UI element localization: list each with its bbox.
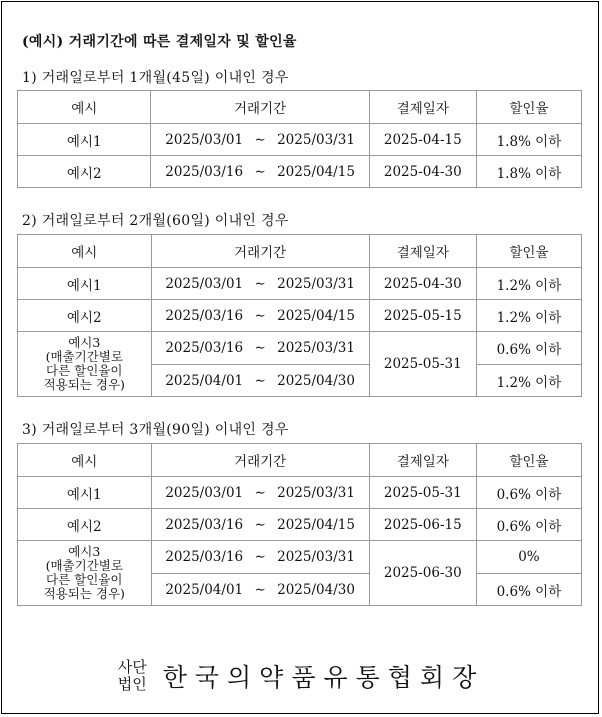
document-heading: (예시) 거래기간에 따른 결제일자 및 할인율 <box>22 34 297 50</box>
organization-name: 한국의약품유통협회장 <box>162 663 485 692</box>
table-row <box>18 124 582 156</box>
section-3-table <box>17 443 582 606</box>
period-cell <box>151 332 369 365</box>
header-payment-date: 결제일자 <box>369 91 476 124</box>
table-row <box>18 332 582 365</box>
period-cell <box>151 365 369 397</box>
payment-date: 2025-04-30 <box>369 156 476 188</box>
discount-rate: 0.6% 이하 <box>476 477 581 509</box>
period-from: 2025/04/01 <box>165 581 244 598</box>
discount-rate: 1.2% 이하 <box>476 268 581 300</box>
header-payment-date: 결제일자 <box>369 235 476 268</box>
header-discount-rate: 할인율 <box>476 235 581 268</box>
header-discount-rate: 할인율 <box>476 444 581 477</box>
header-period: 거래기간 <box>151 91 369 124</box>
tilde: ∼ <box>254 307 266 324</box>
table-row <box>18 300 582 332</box>
period-to: 2025/03/31 <box>277 131 355 148</box>
period-from: 2025/03/16 <box>165 163 244 180</box>
signature-block <box>0 658 602 694</box>
tilde: ∼ <box>254 163 266 180</box>
header-example: 예시 <box>18 91 151 124</box>
period-cell <box>151 574 369 606</box>
table-header-row <box>18 235 582 268</box>
section-1-title: 1) 거래일로부터 1개월(45일) 이내인 경우 <box>22 70 289 86</box>
tilde: ∼ <box>254 340 266 356</box>
period-cell <box>151 268 369 300</box>
corporation-label <box>118 659 147 693</box>
example-label: 예시3 <box>68 544 101 559</box>
example-label: 예시2 <box>18 509 152 541</box>
period-from: 2025/03/16 <box>165 549 244 565</box>
period-from: 2025/03/16 <box>165 516 244 533</box>
tilde: ∼ <box>254 484 266 501</box>
example-label: 예시2 <box>18 156 151 188</box>
period-to: 2025/04/15 <box>277 307 355 324</box>
discount-rate: 1.8% 이하 <box>476 156 581 188</box>
payment-date: 2025-04-15 <box>369 124 476 156</box>
header-discount-rate: 할인율 <box>476 91 581 124</box>
header-payment-date: 결제일자 <box>369 444 476 477</box>
corporation-label-line: 사단 <box>117 658 147 676</box>
period-to: 2025/04/15 <box>277 163 355 180</box>
payment-date: 2025-06-15 <box>369 509 476 541</box>
example3-cell <box>18 332 152 397</box>
period-to: 2025/04/30 <box>277 581 355 598</box>
table-row <box>18 268 582 300</box>
tilde: ∼ <box>254 581 266 598</box>
example-label: 예시3 <box>68 335 101 350</box>
tilde: ∼ <box>254 516 266 533</box>
period-from: 2025/03/01 <box>165 131 244 148</box>
table-row <box>18 509 582 541</box>
period-from: 2025/03/01 <box>165 275 244 292</box>
tilde: ∼ <box>254 275 266 292</box>
payment-date: 2025-06-30 <box>369 541 476 606</box>
example-note-line: (매출기간별로 <box>45 558 123 573</box>
period-to: 2025/03/31 <box>277 340 355 356</box>
payment-date: 2025-05-31 <box>369 477 476 509</box>
example-label: 예시1 <box>18 268 152 300</box>
table-row <box>18 477 582 509</box>
payment-date: 2025-04-30 <box>369 268 476 300</box>
example-note-line: 다른 할인율이 <box>46 363 123 378</box>
section-3-title: 3) 거래일로부터 3개월(90일) 이내인 경우 <box>22 422 289 438</box>
period-to: 2025/03/31 <box>277 275 355 292</box>
header-example: 예시 <box>18 235 152 268</box>
period-to: 2025/03/31 <box>277 484 355 501</box>
discount-rate: 0.6% 이하 <box>476 332 581 365</box>
period-cell <box>151 156 369 188</box>
header-period: 거래기간 <box>151 444 369 477</box>
period-from: 2025/03/01 <box>165 484 244 501</box>
period-to: 2025/04/30 <box>277 372 355 389</box>
section-1-table <box>17 90 582 188</box>
payment-date: 2025-05-15 <box>369 300 476 332</box>
tilde: ∼ <box>254 131 266 148</box>
section-2-table <box>17 234 582 397</box>
table-header-row <box>18 444 582 477</box>
header-period: 거래기간 <box>151 235 369 268</box>
period-cell <box>151 541 369 574</box>
period-cell <box>151 509 369 541</box>
example-note-line: 다른 할인율이 <box>46 572 123 587</box>
example-note-line: 적용되는 경우) <box>43 586 125 601</box>
tilde: ∼ <box>254 372 266 389</box>
period-cell <box>151 300 369 332</box>
discount-rate: 1.2% 이하 <box>476 300 581 332</box>
table-row <box>18 156 582 188</box>
period-from: 2025/04/01 <box>165 372 244 389</box>
period-from: 2025/03/16 <box>165 307 244 324</box>
period-cell <box>151 124 369 156</box>
corporation-label-line: 법인 <box>117 675 147 693</box>
tilde: ∼ <box>254 549 266 565</box>
example-label: 예시1 <box>18 477 152 509</box>
discount-rate: 0.6% 이하 <box>476 509 581 541</box>
discount-rate: 1.8% 이하 <box>476 124 581 156</box>
example-label: 예시1 <box>18 124 151 156</box>
example3-cell <box>18 541 152 606</box>
period-to: 2025/04/15 <box>277 516 355 533</box>
header-example: 예시 <box>18 444 152 477</box>
payment-date: 2025-05-31 <box>369 332 476 397</box>
table-header-row <box>18 91 582 124</box>
example-note-line: 적용되는 경우) <box>43 377 125 392</box>
discount-rate: 1.2% 이하 <box>476 365 581 397</box>
example-label: 예시2 <box>18 300 152 332</box>
period-cell <box>151 477 369 509</box>
table-row <box>18 541 582 574</box>
example-note-line: (매출기간별로 <box>45 349 123 364</box>
section-2-title: 2) 거래일로부터 2개월(60일) 이내인 경우 <box>22 213 289 229</box>
discount-rate: 0.6% 이하 <box>476 574 581 606</box>
period-to: 2025/03/31 <box>277 549 355 565</box>
period-from: 2025/03/16 <box>165 340 244 356</box>
discount-rate: 0% <box>476 541 581 574</box>
